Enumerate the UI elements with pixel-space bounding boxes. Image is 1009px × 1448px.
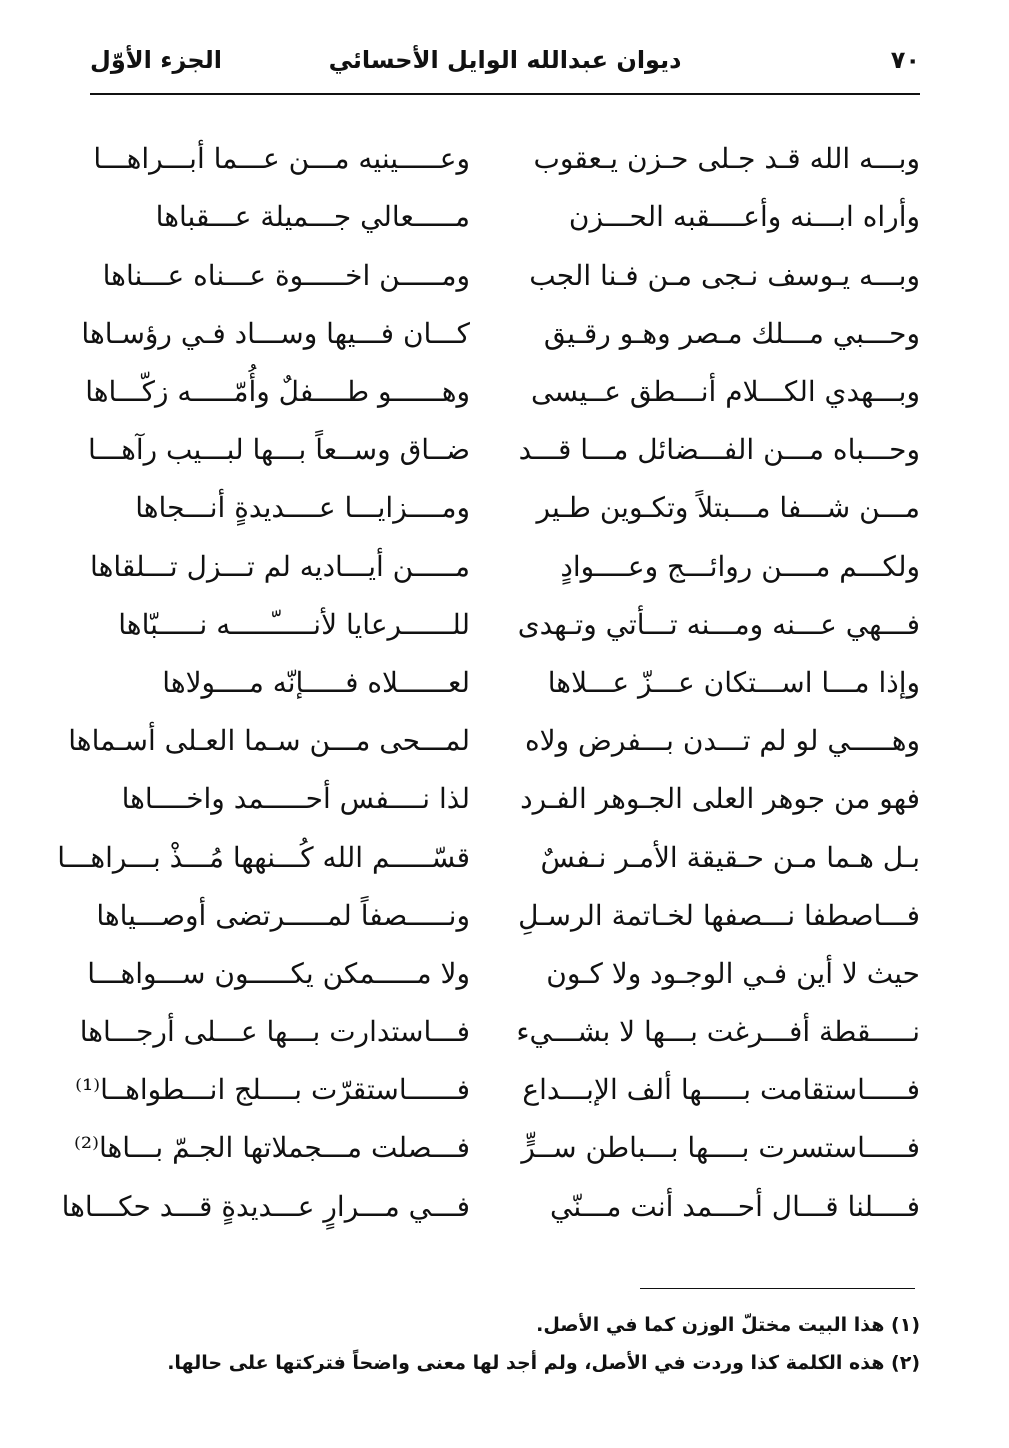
verse-line [73,1119,920,1177]
footnote-2: (٢) هذه الكلمة كذا وردت في الأصل، ولم أجد لها معنى واضحاً فتركتها على حالها. [167,1352,920,1374]
verse-second-hemistich: قسّـــــم الله كُـــنهها مُـــذْ بـــراهـــا [57,840,470,874]
verse-line [90,596,920,654]
verse-second-hemistich: لذا نــــفس أحـــــمد واخــــاها [121,782,470,816]
verse-line [90,537,920,595]
verse-second-hemistich: ضــاق وســعاً بـــها لبـــيب رآهـــا [87,433,470,467]
verse-first-hemistich: حيث لا أين فـي الوجـود ولا كـون [546,956,920,990]
verse-first-hemistich: ولكـــم مــــن روائـــج وعــــوادٍ [560,549,920,583]
verse-first-hemistich: نـــــقطة أفـــرغت بـــها لا بشـــيء [516,1015,920,1049]
verse-first-hemistich: وبـــهدي الكـــلام أنـــطق عــيسى [531,375,920,409]
verse-first-hemistich: فــــلنا قـــال أحـــمد أنت مـــنّي [550,1189,920,1223]
verse-second-hemistich: لمـــحى مـــن سـما العـلى أسـماها [68,724,470,758]
verse-line [57,828,920,886]
verse-first-hemistich: بـل هـما مـن حـقيقة الأمـر نـفسٌ [540,840,920,874]
footnote-1: (١) هذا البيت مختلّ الوزن كما في الأصل. [536,1314,920,1336]
verse-line [75,1061,920,1119]
verse-first-hemistich: وحـــبي مـــلك مـصر وهـو رقـيق [543,316,920,350]
verse-line [90,770,920,828]
verse-line [90,654,920,712]
verse-second-hemistich: مـــــن أيـــاديه لم تـــزل تـــلقاها [90,549,470,583]
verse-second-hemistich: فـــصلت مـــجملاتها الجـمّ بـــاها⁽²⁾ [73,1131,470,1165]
verse-second-hemistich: ولا مـــــمكن يكـــــون ســـواهـــا [87,956,470,990]
verse-second-hemistich: للــــــرعايا لأنـــــّـــــه نـــــبّاها [118,607,470,641]
verse-line [90,130,920,188]
footnotes [90,1306,920,1382]
verse-first-hemistich: فـــــاستسرت بــــها بـــباطن ســرٍّ [521,1131,920,1165]
page-number: ٧٠ [890,46,920,74]
poem-body [57,130,920,1236]
book-title: ديوان عبدالله الوايل الأحسائي [328,46,682,74]
verse-second-hemistich: وهــــــو طــــفلٌ وأُمّـــــه زكّـــاها [85,375,470,409]
verse-line [90,479,920,537]
verse-first-hemistich: وبـــه يـوسف نـجى مـن فـنا الجب [529,258,920,292]
verse-line [90,886,920,944]
verse-first-hemistich: وإذا مـــا اســـتكان عـــزّ عـــلاها [547,665,920,699]
verse-line [81,305,920,363]
verse-second-hemistich: فـــاستدارت بـــها عـــلى أرجـــاها [79,1015,470,1049]
verse-line [79,1003,920,1061]
verse-line [87,945,920,1003]
verse-line [90,188,920,246]
verse-first-hemistich: فهو من جوهر العلى الجـوهر الفـرد [520,782,920,816]
header-divider [90,93,920,95]
verse-line [87,421,920,479]
verse-line [61,1177,920,1235]
part-label: الجزء الأوّل [90,46,222,74]
verse-line [68,712,920,770]
verse-second-hemistich: ونـــــصفاً لمـــــرتضى أوصـــياها [96,898,470,932]
verse-second-hemistich: فـــي مـــرارٍ عـــديدةٍ قـــد حكـــاها [61,1189,470,1223]
verse-second-hemistich: فــــــاستقرّت بــــلج انـــطواهــا⁽¹⁾ [75,1073,470,1107]
verse-first-hemistich: فـــــاستقامت بـــــها ألف الإبـــداع [522,1073,920,1107]
verse-first-hemistich: وحـــباه مـــن الفـــضائل مـــا قـــد [518,433,920,467]
footnote-divider [640,1288,915,1289]
verse-line [85,363,920,421]
verse-first-hemistich: فـــهي عـــنه ومـــنه تـــأتي وتـهدى [517,607,920,641]
verse-second-hemistich: ومـــــن اخـــــوة عـــناه عـــناها [102,258,470,292]
verse-first-hemistich: فـــاصطفا نـــصفها لخـاتمة الرسـلِ [518,898,920,932]
verse-second-hemistich: لعــــــلاه فـــــإنّه مــــولاها [162,665,470,699]
verse-first-hemistich: وأراه ابـــنه وأعــــقبه الحـــزن [568,200,920,234]
verse-first-hemistich: وبـــه الله قـد جـلى حـزن يـعقوب [533,142,920,176]
verse-second-hemistich: وعـــــينيه مـــن عـــما أبـــراهـــا [93,142,470,176]
verse-second-hemistich: ومــــزايـــا عــــديدةٍ أنـــجاها [135,491,470,525]
verse-first-hemistich: وهـــــي لو لم تـــدن بـــفرض ولاه [525,724,920,758]
verse-second-hemistich: مـــــعالي جـــميلة عـــقباها [155,200,470,234]
verse-second-hemistich: كـــان فـــيها وســـاد فـي رؤسـاها [81,316,470,350]
verse-line [90,246,920,304]
page-header [90,40,920,92]
verse-first-hemistich: مـــن شـــفا مـــبتلاً وتكـوين طـير [536,491,920,525]
